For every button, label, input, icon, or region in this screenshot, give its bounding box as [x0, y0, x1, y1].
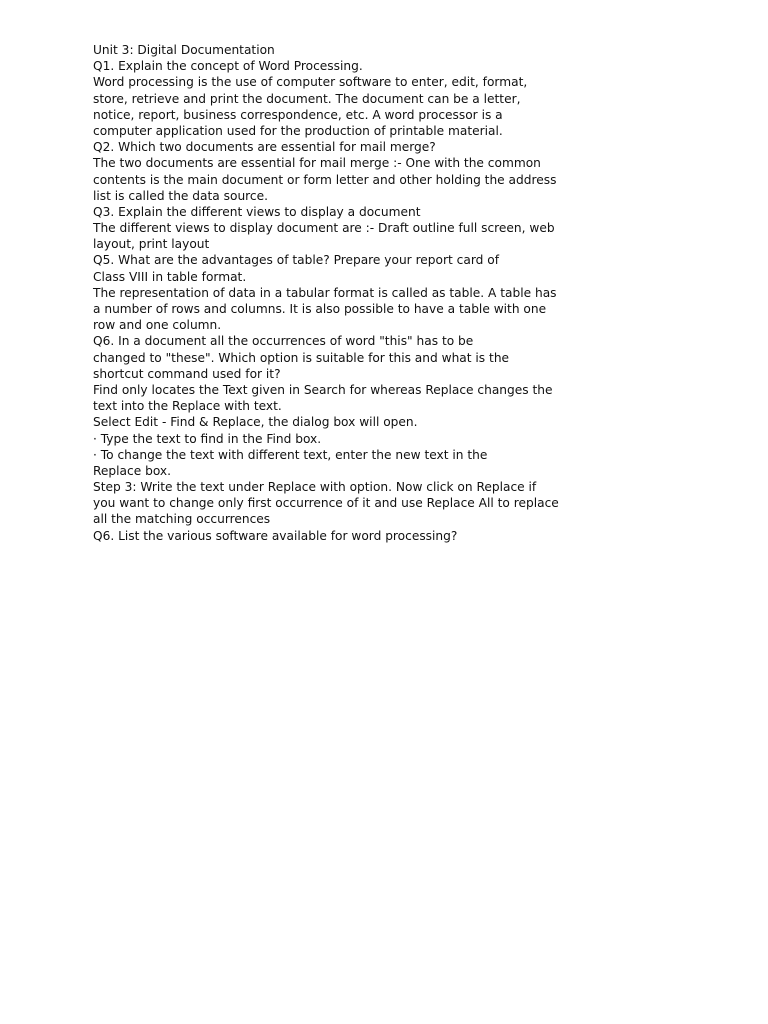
answer-line: The representation of data in a tabular format is called as table. A table has [93, 285, 557, 300]
answer-line: notice, report, business correspondence, etc. A word processor is a [93, 107, 503, 122]
answer-line: Find only locates the Text given in Search for whereas Replace changes the [93, 382, 553, 397]
answer-line: a number of rows and columns. It is also possible to have a table with one [93, 302, 547, 316]
document-title: Unit 3: Digital Documentation [93, 43, 275, 57]
question-line: Q3. Explain the different views to display a document [93, 204, 421, 219]
answer-line: row and one column. [93, 318, 222, 333]
question-line: Q6. In a document all the occurrences of word "this" has to be [93, 334, 474, 349]
answer-line: you want to change only first occurrence of it and use Replace All to replace [93, 496, 559, 511]
answer-line: list is called the data source. [93, 188, 268, 203]
document-body [93, 42, 559, 544]
answer-line: The two documents are essential for mail merge :- One with the common [93, 156, 541, 171]
answer-line: all the matching occurrences [93, 512, 271, 527]
answer-line: Replace box. [93, 463, 171, 478]
answer-line: layout, print layout [93, 237, 210, 252]
bullet-line: · To change the text with different text, enter the new text in the [93, 447, 488, 462]
answer-line: text into the Replace with text. [93, 399, 282, 414]
answer-line: Word processing is the use of computer software to enter, edit, format, [93, 75, 528, 90]
answer-line: store, retrieve and print the document. The document can be a letter, [93, 91, 521, 106]
answer-line: The different views to display document are :- Draft outline full screen, web [93, 221, 555, 236]
question-line: Q2. Which two documents are essential for mail merge? [93, 140, 436, 155]
question-line: Q6. List the various software available for word processing? [93, 528, 458, 543]
question-line: Q5. What are the advantages of table? Prepare your report card of [93, 253, 499, 268]
answer-line: contents is the main document or form letter and other holding the address [93, 172, 557, 187]
question-line: shortcut command used for it? [93, 366, 281, 381]
bullet-line: · Type the text to find in the Find box. [93, 431, 322, 446]
question-line: changed to "these". Which option is suitable for this and what is the [93, 350, 510, 365]
question-line: Class VIII in table format. [93, 269, 247, 284]
question-line: Q1. Explain the concept of Word Processing. [93, 59, 363, 74]
answer-line: Step 3: Write the text under Replace with option. Now click on Replace if [93, 480, 537, 495]
answer-line: Select Edit - Find & Replace, the dialog box will open. [93, 415, 418, 430]
answer-line: computer application used for the production of printable material. [93, 123, 503, 138]
